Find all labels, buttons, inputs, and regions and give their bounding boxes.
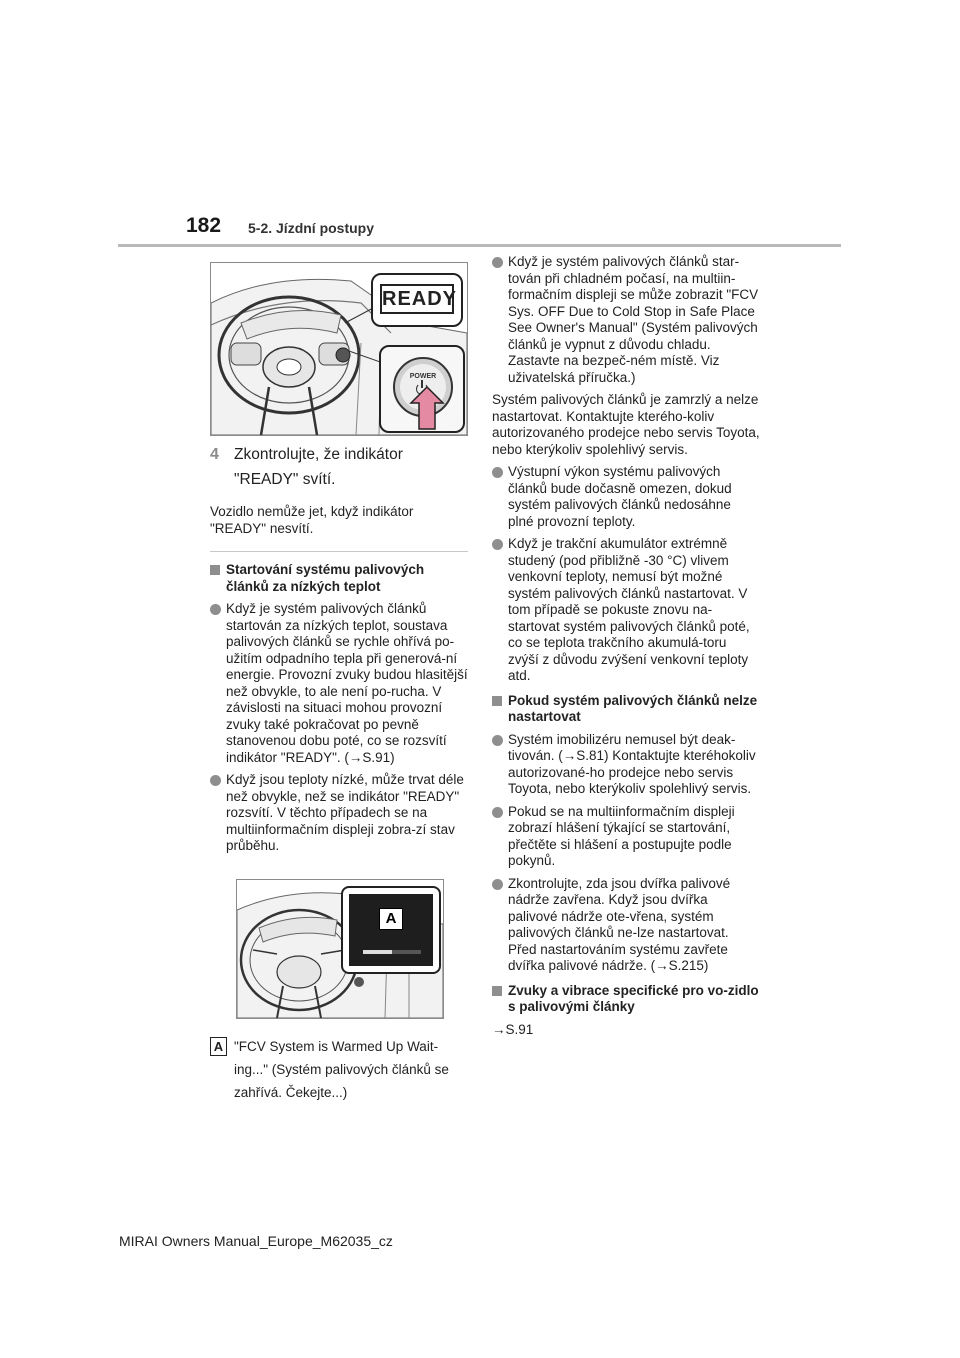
bullet-dot-icon	[210, 604, 221, 615]
list-item	[210, 601, 468, 766]
page-number: 182	[186, 214, 222, 237]
display-callout	[341, 886, 441, 974]
list-item	[492, 254, 760, 386]
right-column	[492, 250, 760, 1044]
figure-warmup-display	[236, 879, 444, 1019]
caption-label: A	[210, 1037, 227, 1056]
ready-readout: READY	[380, 284, 454, 314]
step-note: Vozidlo nemůže jet, když indikátor "READY" nesvítí.	[210, 504, 414, 536]
power-button-label: POWER	[409, 373, 437, 380]
list-item-text: Když jsou teploty nízké, může trvat déle než obvykle, než se indikátor "READY" rozsvítí. V těchto případech se na multiinformačním displeji zobra-zí stav průběhu.	[226, 772, 464, 853]
section-title: 5-2. Jízdní postupy	[248, 220, 375, 236]
multi-information-display	[349, 894, 433, 966]
list-item-text: Když je systém palivových článků star-tován při chladném počasí, na multiin-formačním displeji se může zobrazit "FCV Sys. OFF Due to Cold Stop in Safe Place See Owner's Manual" (Systém palivových článků je vypnut z důvodu chladu. Zastavte na bezpeč-ném místě. Viz uživatelská příručka.)	[508, 254, 759, 385]
section-heading-sounds	[492, 983, 760, 1016]
bullet-dot-icon	[492, 257, 503, 268]
bullet-dot-icon	[210, 775, 221, 786]
bullet-dot-icon	[492, 467, 503, 478]
press-arrow-icon	[381, 347, 463, 431]
heading-text: Zvuky a vibrace specifické pro vo-zidlo s palivovými články	[508, 982, 759, 1014]
list-item-text: Systém imobilizéru nemusel být deak-tivován. (→S.81) Kontaktujte kteréhokoliv autorizované-ho prodejce nebo servis Toyota, nebo kterýkoliv spolehlivý servis.	[508, 731, 756, 796]
step-number: 4	[210, 446, 219, 463]
left-column	[210, 262, 468, 1104]
heading-text: Startování systému palivových článků za nízkých teplot	[226, 562, 425, 594]
bullet-dot-icon	[492, 735, 503, 746]
footer-text: MIRAI Owners Manual_Europe_M62035_cz	[119, 1233, 393, 1249]
list-item	[492, 536, 760, 685]
display-label-box: A	[379, 908, 403, 930]
list-item	[210, 772, 468, 855]
square-bullet-icon	[492, 696, 502, 706]
figure-caption	[210, 1035, 468, 1104]
list-item	[492, 804, 760, 870]
divider	[210, 551, 468, 552]
step-text: Zkontrolujte, že indikátor "READY" svítí.	[234, 446, 403, 488]
progress-bar	[363, 950, 421, 954]
list-item-text: Zkontrolujte, zda jsou dvířka palivové nádrže zavřena. Když jsou dvířka palivové nádrže ote-vřena, systém palivových článků ne-lze nastartovat. Před nastartováním systému zavřete dvířka palivové nádrže. (→S.215)	[508, 875, 731, 973]
page-reference: →S.91	[492, 1021, 534, 1037]
square-bullet-icon	[492, 986, 502, 996]
list-item-text: Pokud se na multiinformačním displeji zobrazí hlášení týkající se startování, přečtěte si hlášení a postupujte podle pokynů.	[508, 803, 735, 868]
header-rule	[118, 244, 841, 247]
list-item-text: Výstupní výkon systému palivových článků bude dočasně omezen, dokud systém palivových článků nedosáhne plné provozní teploty.	[508, 464, 732, 529]
ready-callout	[371, 273, 463, 327]
list-item-text: Když je trakční akumulátor extrémně studený (pod přibližně -30 °C) vlivem venkovní teploty, nemusí být možné systém palivových článků nastartovat. V tom případě se pokuste znovu na-startovat systém palivových článků poté, co se teplota trakčního akumulá-toru zvýší z důvodu zvýšení venkovní teploty atd.	[508, 536, 750, 683]
heading-text: Pokud systém palivových článků nelze nastartovat	[508, 692, 758, 724]
list-item	[492, 732, 760, 798]
section-heading-cold-start	[210, 562, 468, 595]
section-heading-cannot-start	[492, 693, 760, 726]
bullet-dot-icon	[492, 539, 503, 550]
paragraph: Systém palivových článků je zamrzlý a nelze nastartovat. Kontaktujte kterého-koliv autorizovaného prodejce nebo servis Toyota, nebo kterýkoliv spolehlivý servis.	[492, 392, 760, 457]
list-item	[492, 876, 760, 975]
caption-text: "FCV System is Warmed Up Wait-ing..." (Systém palivových článků se zahřívá. Čekejte...)	[234, 1038, 449, 1100]
progress-fill	[363, 950, 392, 954]
bullet-dot-icon	[492, 807, 503, 818]
power-callout	[379, 345, 465, 433]
list-item-text: Když je systém palivových článků startován za nízkých teplot, soustava palivových článků se rychle ohřívá po-užitím odpadního tepla při generová-ní energie. Provozní zvuky budou hlasitější než obvykle, to ale není po-rucha. V závislosti na situaci mohou provozní zvuky také pokračovat po pevně stanovenou dobu poté, co se rozsvítí indikátor "READY". (→S.91)	[226, 601, 468, 765]
bullet-dot-icon	[492, 879, 503, 890]
figure-ready-indicator	[210, 262, 468, 436]
list-item	[492, 464, 760, 530]
square-bullet-icon	[210, 565, 220, 575]
step-4	[210, 442, 468, 492]
